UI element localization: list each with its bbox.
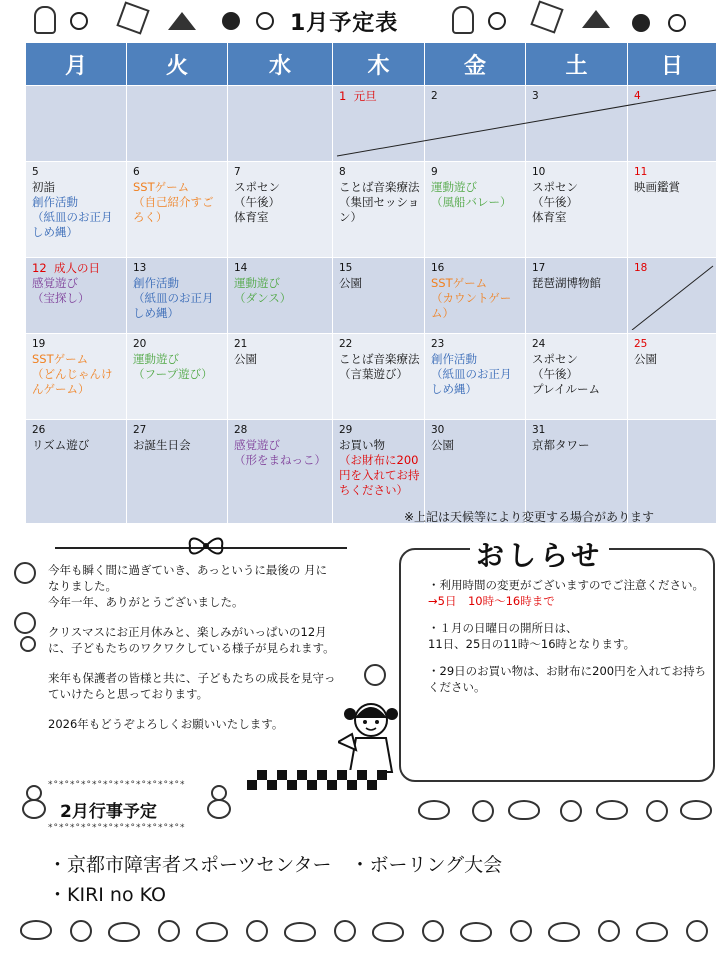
activity: 創作活動 [431,352,477,366]
day-number: 22 [339,338,353,350]
activity: 運動遊び [133,352,179,366]
activity-detail: （言葉遊び） [339,367,408,381]
activity-detail: （お財布に200円を入れてお持ちください） [339,453,420,497]
day-number: 15 [339,262,353,274]
day-number: 25 [634,338,648,350]
day-number: 10 [532,166,546,178]
activity: スポセン [234,180,280,194]
rabbit-icon [108,922,140,942]
day-number: 14 [234,262,248,274]
activity: お誕生日会 [133,438,191,452]
rabbit-icon [460,922,492,942]
weather-note: ※上記は天候等により変更する場合があります [404,510,655,524]
day-number: 28 [234,424,248,436]
activity: ことば音楽療法 [339,352,420,366]
day-number: 9 [431,166,438,178]
activity: 創作活動 [32,195,78,209]
activity-detail: プレイルーム [532,382,600,396]
letter-paragraph: 2026年もどうぞよろしくお願いいたします。 [48,717,284,731]
day-number: 24 [532,338,546,350]
plum-blossom-icon [14,562,36,584]
plum-blossom-icon [472,800,494,822]
weekday-fri: 金 [425,43,526,86]
plum-blossom-icon [598,920,620,942]
day-number: 16 [431,262,445,274]
activity-detail: （カウントゲーム） [431,291,512,320]
day-number: 23 [431,338,445,350]
activity: 公園 [634,352,657,366]
notice-item: 11日、25日の11時～16時となります。 [428,636,636,651]
activity: 公園 [431,438,454,452]
weekday-sun: 日 [628,43,717,86]
february-events-title: 2月行事予定 [60,802,157,822]
activity-detail: （ダンス） [234,291,292,305]
letter-paragraph: 今年も瞬く間に過ぎていき、あっというに最後の 月になりました。 [48,563,328,593]
activity: 京都タワー [532,438,590,452]
plum-blossom-icon [246,920,268,942]
day-cell [26,420,127,524]
day-number: 30 [431,424,445,436]
day-cell [127,334,228,420]
day-cell [228,334,333,420]
day-number: 26 [32,424,46,436]
activity-detail: （紙皿のお正月しめ縄） [431,367,512,396]
rabbit-icon [596,800,628,820]
weekday-mon: 月 [26,43,127,86]
weekday-tue: 火 [127,43,228,86]
day-cell [228,420,333,524]
activity-detail: （フープ遊び） [133,367,213,381]
rabbit-icon [284,922,316,942]
activity-detail: （風船バレー） [431,195,512,209]
plum-blossom-icon [422,920,444,942]
activity-detail: 体育室 [532,210,567,224]
plum-blossom-icon [646,800,668,822]
activity-detail: （どんじゃんけんゲーム） [32,367,113,396]
day-number: 6 [133,166,140,178]
activity: 映画鑑賞 [634,180,680,194]
notice-item-highlight: →5日 10時～16時まで [428,593,555,608]
day-number: 12 [32,261,47,275]
activity: 初詣 [32,180,55,194]
ribbon-bow-icon [186,533,226,559]
plum-blossom-icon [364,664,386,686]
day-cell [526,334,628,420]
activity-detail: （午後） [532,367,578,381]
letter-paragraph: 来年も保護者の皆様と共に、子どもたちの成長を見守っていけたらと思っております。 [48,671,336,701]
snowman-icon [22,785,46,819]
plum-blossom-icon [686,920,708,942]
plum-blossom-icon [158,920,180,942]
holiday-label: 元旦 [353,89,377,103]
plum-blossom-icon [334,920,356,942]
star-border: *°*°*°*°*°*°*°*°*°*°*°*°* [48,823,186,833]
snowman-icon [207,785,231,819]
rabbit-icon [548,922,580,942]
activity: スポセン [532,180,578,194]
plum-blossom-icon [20,636,36,652]
activity: 創作活動 [133,276,179,290]
weekday-wed: 水 [228,43,333,86]
day-number: 19 [32,338,46,350]
day-number: 20 [133,338,147,350]
day-number: 21 [234,338,248,350]
weekday-sat: 土 [526,43,628,86]
day-number: 4 [634,90,641,102]
february-events [48,850,502,910]
girl-illustration-icon [338,694,404,774]
activity: SSTゲーム [431,276,488,290]
plum-blossom-icon [70,920,92,942]
notice-item: ・１月の日曜日の開所日は、 [428,621,578,635]
rabbit-icon [372,922,404,942]
rabbit-icon [196,922,228,942]
activity: 感覚遊び [32,276,78,290]
event-item: ・KIRI no KO [48,884,166,906]
notice-body [428,578,712,707]
activity-detail: （紙皿のお正月しめ縄） [133,291,214,320]
day-number: 1 [339,89,347,103]
rabbit-icon [636,922,668,942]
activity: リズム遊び [32,438,90,452]
closed-day-strike-line [0,0,720,330]
day-number: 18 [634,262,648,274]
activity-detail: （形をまねっこ） [234,453,326,467]
activity: スポセン [532,352,578,366]
day-number: 11 [634,166,648,178]
letter-paragraph: クリスマスにお正月休みと、楽しみがいっぱいの12月に、子どもたちのワクワクしている様子が見られます。 [48,625,335,655]
activity-detail: （紙皿のお正月しめ縄） [32,210,113,239]
day-number: 31 [532,424,546,436]
star-border: *°*°*°*°*°*°*°*°*°*°*°*°* [48,780,186,790]
new-year-letter [48,562,338,746]
activity: お買い物 [339,438,385,452]
rabbit-icon [508,800,540,820]
activity-detail: （宝探し） [32,291,90,305]
activity: 感覚遊び [234,438,280,452]
day-number: 17 [532,262,546,274]
activity-detail: 体育室 [234,210,269,224]
activity: 公園 [234,352,257,366]
activity: SSTゲーム [32,352,89,366]
activity-detail: （午後） [532,195,578,209]
plum-blossom-icon [560,800,582,822]
day-number: 29 [339,424,353,436]
day-number: 5 [32,166,39,178]
rabbit-icon [20,920,52,940]
activity: SSTゲーム [133,180,190,194]
day-cell [425,334,526,420]
day-cell [26,334,127,420]
day-number: 3 [532,90,539,102]
day-cell [127,420,228,524]
notice-title: おしらせ [470,534,609,574]
holiday-label: 成人の日 [53,261,100,275]
activity-detail: （午後） [234,195,280,209]
day-number: 2 [431,90,438,102]
rabbit-icon [680,800,712,820]
event-item: ・京都市障害者スポーツセンター ・ボーリング大会 [48,854,503,876]
weekday-thu: 木 [333,43,425,86]
day-number: 7 [234,166,241,178]
day-cell [628,334,717,420]
activity-detail: （自己紹介すごろく） [133,195,214,224]
letter-paragraph: 今年一年、ありがとうございました。 [48,595,244,609]
day-number: 8 [339,166,346,178]
day-number: 27 [133,424,147,436]
notice-item: ・29日のお買い物は、お財布に200円を入れてお持ちください。 [428,664,707,694]
activity: 公園 [339,276,362,290]
activity: ことば音楽療法 [339,180,420,194]
checkered-border [247,770,387,790]
rabbit-icon [418,800,450,820]
day-number: 13 [133,262,147,274]
activity-detail: （集団セッション） [339,195,420,224]
activity: 運動遊び [234,276,280,290]
page-title: 1月予定表 [290,11,399,36]
activity: 琵琶湖博物館 [532,276,601,290]
activity: 運動遊び [431,180,477,194]
notice-item: ・利用時間の変更がございますのでご注意ください。 [428,578,704,592]
plum-blossom-icon [14,612,36,634]
plum-blossom-icon [510,920,532,942]
day-cell [333,334,425,420]
